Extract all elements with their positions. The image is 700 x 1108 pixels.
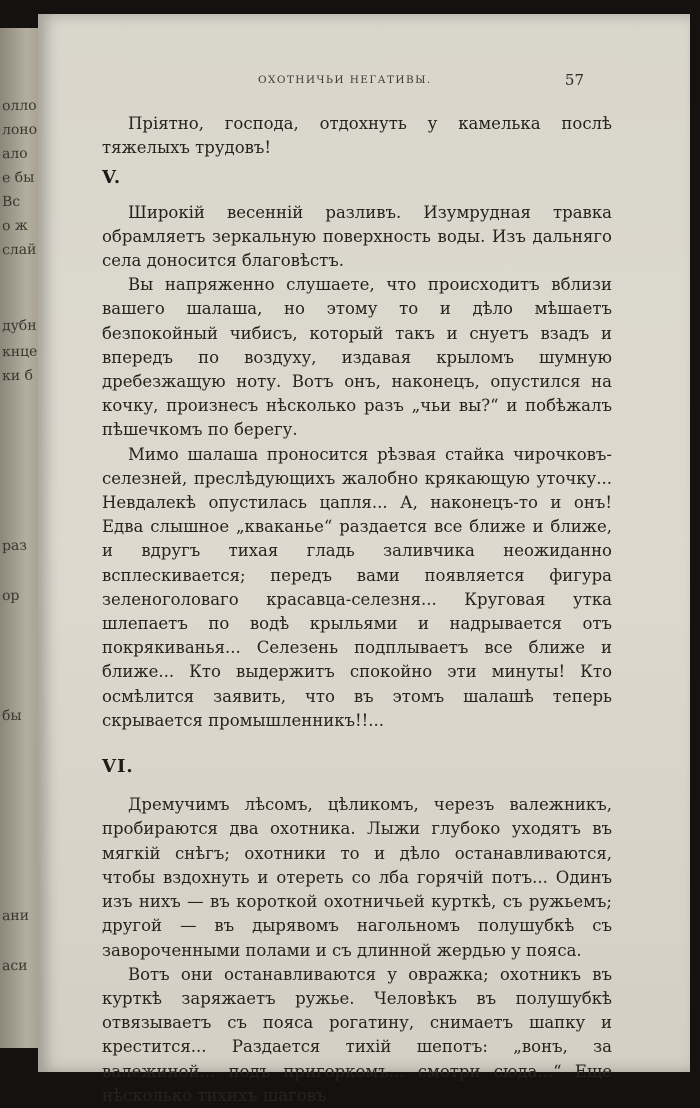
left-page-fragment: слай xyxy=(1,241,37,259)
left-page-fragment: Вс xyxy=(1,193,21,211)
paragraph: Дремучимъ лѣсомъ, цѣликомъ, черезъ валежникъ, пробираются два охотника. Лыжи глубоко уходятъ въ мягкій снѣгъ; охотники то и дѣло останавливаются, чтобы вздохнуть и отереть со лба горячій потъ... Одинъ изъ нихъ — въ короткой охотничьей курткѣ, съ ружьемъ; другой — въ дырявомъ нагольномъ полушубкѣ съ завороченными полами и съ длинной жердью у пояса. xyxy=(102,795,612,960)
left-page-fragment: кнце xyxy=(1,343,38,361)
left-page-fragment: е бы xyxy=(1,169,35,187)
paragraph: Широкій весенній разливъ. Изумрудная травка обрамляетъ зеркальную поверхность воды. Изъ дальняго села доносится благовѣстъ. xyxy=(102,202,612,271)
left-page-fragment: раз xyxy=(1,537,28,555)
paragraph: Мимо шалаша проносится рѣзвая стайка чирочковъ-селезней, преслѣдующихъ жалобно крякающую уточку... Невдалекѣ опустилась цапля... А, наконецъ-то и онъ! Едва слышное „кваканье“ раздается все ближе и ближе, и вдругъ тихая гладь заливчика неожиданно всплескивается; передъ вами появляется фигура зеленоголоваго красавца-селезня... Круговая утка шлепаетъ по водѣ крыльями и надрывается отъ покрякиванья... Селезень подплываетъ все ближе и ближе... Кто выдержитъ спокойно эти минуты! Кто осмѣлится заявить, что въ этомъ шалашѣ теперь скрывается промышленникъ!!... xyxy=(102,444,612,730)
page-number: 57 xyxy=(564,71,584,89)
left-page-fragment: ало xyxy=(1,145,28,163)
paragraph: Вотъ они останавливаются у овражка; охотникъ въ курткѣ заряжаетъ ружье. Человѣкъ въ полушубкѣ отвязываетъ съ пояса рогатину, снимаетъ шапку и крестится... Раздается тихій шепотъ: „вонъ, за валежиной... подъ пригоркомъ... смотри сюда...“ Еще нѣсколько тихихъ шаговъ xyxy=(102,964,612,1105)
left-page-fragment: лоно xyxy=(1,121,38,139)
section-heading-vi: VI. xyxy=(102,756,134,778)
left-page-fragment: о ж xyxy=(1,217,28,235)
left-page-fragment: ор xyxy=(1,587,20,605)
running-title: ОХОТНИЧЬИ НЕГАТИВЫ. xyxy=(258,74,432,86)
opening-paragraph: Пріятно, господа, отдохнуть у камелька послѣ тяжелыхъ трудовъ! xyxy=(102,114,612,158)
left-page-fragment: ки б xyxy=(1,367,34,385)
left-page-fragment: дубн xyxy=(1,317,37,335)
left-page-fragment: аси xyxy=(1,957,28,975)
page-header xyxy=(38,71,690,94)
paragraph: Вы напряженно слушаете, что происходитъ вблизи вашего шалаша, но этому то и дѣло мѣшаетъ безпокойный чибисъ, который такъ и снуетъ взадъ и впередъ по воздуху, издавая крыломъ шумную дребезжащую ноту. Вотъ онъ, наконецъ, опустился на кочку, произнесъ нѣсколько разъ „чьи вы?“ и побѣжалъ пѣшечкомъ по берегу. xyxy=(102,275,612,440)
section-heading-v: V. xyxy=(102,167,122,189)
left-page-fragment: бы xyxy=(1,707,22,725)
left-page-fragment: ани xyxy=(1,907,30,925)
body-text xyxy=(102,112,612,1108)
left-page-fragment: олло xyxy=(1,97,37,115)
book-page xyxy=(38,14,690,1105)
